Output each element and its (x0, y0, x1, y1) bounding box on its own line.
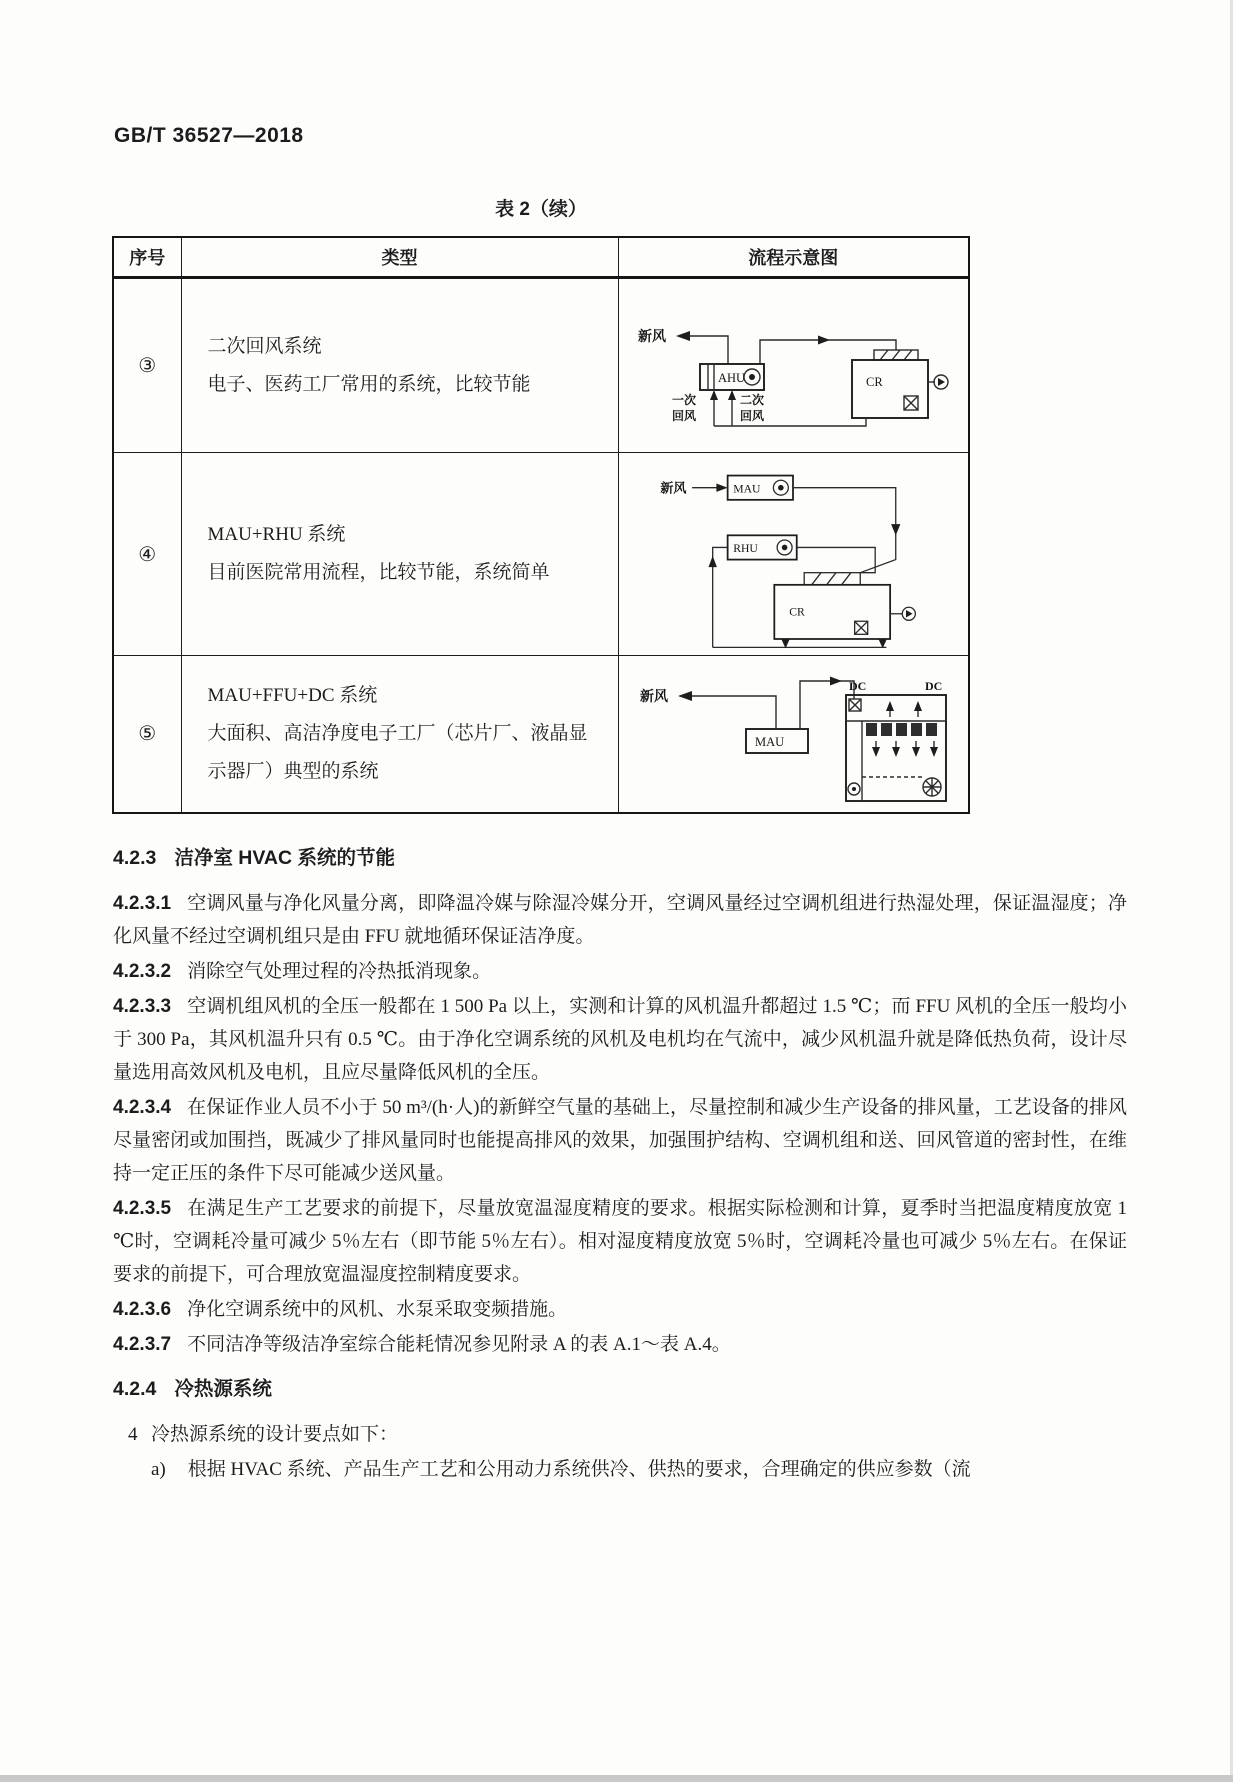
system-desc: 目前医院常用流程，比较节能，系统简单 (207, 562, 550, 583)
clause-4-2-3-2: 4.2.3.2 消除空气处理过程的冷热抵消现象。 (113, 961, 492, 982)
arrow-down-icon (930, 747, 938, 757)
section-intro: 冷热源系统的设计要点如下： (151, 1424, 399, 1445)
page-number: 4 (128, 1424, 138, 1445)
arrow-down-icon (872, 747, 880, 757)
arrow-up-icon (728, 390, 736, 400)
standard-number: GB/T 36527—2018 (114, 124, 304, 147)
arrow-up-icon (710, 390, 718, 400)
cleanroom-label: CR (866, 374, 883, 389)
fresh-air-label: 新风 (660, 480, 687, 496)
mau-rhu-diagram (647, 455, 939, 653)
system-desc: 大面积、高洁净度电子工厂（芯片厂、液晶显示器厂）典型的系统 (207, 722, 588, 782)
system-title: MAU+RHU 系统 (207, 524, 346, 545)
system-title: MAU+FFU+DC 系统 (207, 684, 378, 706)
heading-4-2-4: 4.2.4 冷热源系统 (113, 1378, 272, 1400)
clause-4-2-3-3: 4.2.3.3 空调机组风机的全压一般都在 1 500 Pa 以上，实测和计算的风机温升都超过 1.5 ℃；而 FFU 风机的全压一般均小于 300 Pa，其风机温升只有 0.5 ℃。由于净化空调系统的风机及电机均在气流中，减少风机温升就是降低热负荷，设计尽量选用高效风机及电机，且应尽量降低风机的全压。 (113, 996, 1127, 1083)
arrow-left-icon (678, 691, 692, 701)
systems-table (112, 236, 970, 814)
dry-coil-label: DC (925, 678, 943, 693)
heading-4-2-3: 4.2.3 洁净室 HVAC 系统的节能 (113, 847, 396, 869)
mau-label: MAU (755, 734, 785, 749)
fresh-air-label: 新风 (640, 689, 669, 705)
scan-edge (0, 1775, 1233, 1782)
arrow-down-icon (892, 747, 900, 757)
arrow-down-icon (891, 524, 900, 535)
ffu-icon (926, 723, 937, 736)
dry-coil-label: DC (849, 678, 867, 693)
col-header-diagram: 流程示意图 (618, 237, 969, 278)
col-header-no: 序号 (113, 237, 181, 278)
arrow-up-icon (914, 701, 922, 711)
rhu-label: RHU (733, 542, 759, 556)
svg-text:回风: 回风 (740, 408, 765, 423)
type-cell (181, 656, 618, 813)
mau-label: MAU (733, 482, 761, 496)
table-header-row (113, 237, 969, 278)
clause-4-2-3-7: 4.2.3.7 不同洁净等级洁净室综合能耗情况参见附录 A 的表 A.1～表 A.4。 (113, 1334, 731, 1355)
diagram-cell (618, 656, 969, 813)
system-desc: 电子、医药工厂常用的系统，比较节能 (207, 373, 531, 395)
table-title: 表 2（续） (495, 199, 587, 220)
primary-return-label: 一次 (672, 392, 697, 407)
arrow-up-icon (886, 701, 894, 711)
list-item-a: a) 根据 HVAC 系统、产品生产工艺和公用动力系统供冷、供热的要求，合理确定的供应参数（流 (151, 1459, 971, 1480)
body-text (113, 842, 1127, 1486)
clause-4-2-3-5: 4.2.3.5 在满足生产工艺要求的前提下，尽量放宽温湿度精度的要求。根据实际检测和计算，夏季时当把温度精度放宽 1 ℃时，空调耗冷量可减少 5％左右（即节能 5％左右）。相对湿度精度放宽 5％时，空调耗冷量也可减少 5％左右。在保证要求的前提下，可合理放宽温湿度控制精度要求。 (113, 1198, 1127, 1285)
row-number: ⑤ (113, 656, 181, 813)
row-number: ④ (113, 453, 181, 656)
ahu-label: AHU (718, 370, 746, 385)
table-row (113, 656, 969, 813)
arrow-right-icon (717, 483, 728, 491)
arrow-right-icon (818, 335, 830, 344)
ffu-icon (866, 723, 877, 736)
mau-ffu-dc-diagram (628, 659, 958, 809)
fresh-air-label: 新风 (638, 329, 667, 345)
ffu-icon (896, 723, 907, 736)
clause-4-2-3-1: 4.2.3.1 空调风量与净化风量分离，即降温冷媒与除湿冷媒分开，空调风量经过空调机组进行热湿处理，保证温湿度；净化风量不经过空调机组只是由 FFU 就地循环保证洁净度。 (113, 893, 1127, 947)
table-row (113, 453, 969, 656)
arrow-up-icon (709, 556, 717, 567)
clause-4-2-3-6: 4.2.3.6 净化空调系统中的风机、水泵采取变频措施。 (113, 1299, 568, 1320)
system-title: 二次回风系统 (207, 335, 322, 357)
type-cell (181, 278, 618, 453)
arrow-right-icon (830, 676, 842, 685)
col-header-type: 类型 (181, 237, 618, 278)
diagram-cell (618, 453, 969, 656)
clause-4-2-3-4: 4.2.3.4 在保证作业人员不小于 50 m³/(h·人)的新鲜空气量的基础上，尽量控制和减少生产设备的排风量，工艺设备的排风尽量密闭或加围挡，既减少了排风量同时也能提高排风的效果，加强围护结构、空调机组和送、回风管道的密封性，在维持一定正压的条件下尽可能减少送风量。 (113, 1097, 1127, 1184)
cleanroom-label: CR (789, 605, 806, 619)
svg-text:回风: 回风 (672, 408, 697, 423)
ffu-icon (881, 723, 892, 736)
row-number: ③ (113, 278, 181, 453)
type-cell (181, 453, 618, 656)
arrow-left-icon (676, 331, 690, 341)
arrow-down-icon (912, 747, 920, 757)
diagram-cell (618, 278, 969, 453)
ffu-icon (911, 723, 922, 736)
secondary-return-label: 二次 (740, 392, 765, 407)
secondary-return-diagram (628, 294, 958, 438)
table-row (113, 278, 969, 453)
